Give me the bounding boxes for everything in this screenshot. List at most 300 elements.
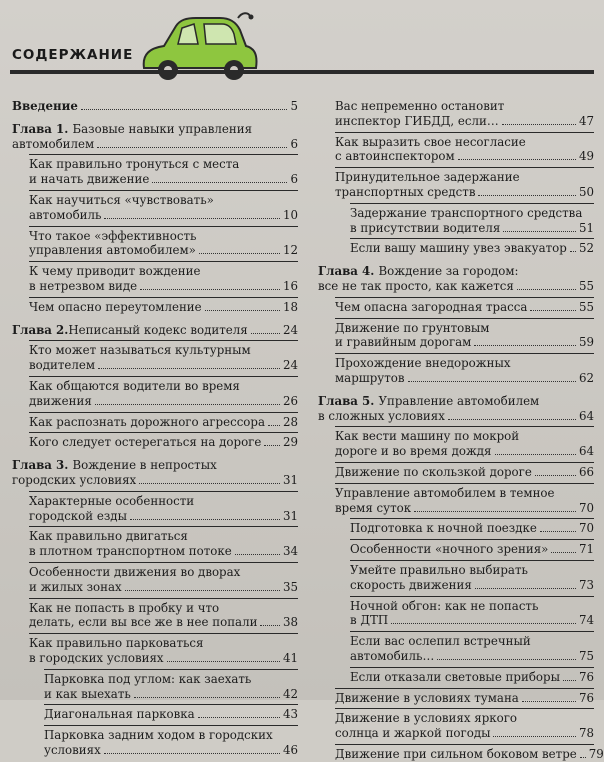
toc-page-number: 73 xyxy=(578,577,594,592)
toc-entry[interactable] xyxy=(44,672,298,702)
toc-entry-text: скорость движения xyxy=(350,577,472,592)
toc-entry-text: Особенности движения во дворах xyxy=(29,564,241,579)
toc-entry[interactable] xyxy=(29,343,298,373)
toc-leader-dots xyxy=(81,109,288,110)
toc-page-number: 31 xyxy=(282,508,298,523)
toc-divider xyxy=(29,376,298,377)
toc-leader-dots xyxy=(474,345,576,346)
toc-leader-dots xyxy=(205,310,280,311)
toc-entry-line xyxy=(29,415,298,430)
toc-entry[interactable] xyxy=(350,542,594,557)
toc-chapter[interactable] xyxy=(318,264,594,294)
toc-page-number: 35 xyxy=(282,579,298,594)
toc-entry-line xyxy=(335,486,594,501)
toc-leader-dots xyxy=(540,531,576,532)
toc-entry-line xyxy=(335,444,594,459)
header-rule xyxy=(10,70,594,74)
toc-page-number: 42 xyxy=(282,686,298,701)
toc-entry-line xyxy=(29,529,298,544)
toc-entry[interactable] xyxy=(29,379,298,409)
toc-leader-dots xyxy=(437,659,576,660)
toc-page-number: 12 xyxy=(282,243,298,258)
toc-leader-dots xyxy=(530,310,576,311)
toc-entry-text: и начать движение xyxy=(29,172,150,187)
toc-entry-text: Как правильно двигаться xyxy=(29,529,188,544)
toc-entry[interactable] xyxy=(29,601,298,631)
section-gap xyxy=(12,114,298,122)
toc-entry-line xyxy=(335,170,594,185)
toc-page-number: 5 xyxy=(290,99,298,113)
toc-entry-line xyxy=(318,409,594,424)
toc-page-number: 78 xyxy=(578,726,594,741)
toc-entry-line xyxy=(29,601,298,616)
chapter-number: Глава 2. xyxy=(12,322,69,337)
toc-page-number: 70 xyxy=(578,500,594,515)
toc-entry-text: в плотном транспортном потоке xyxy=(29,544,232,559)
toc-entry-text: Как выразить свое несогласие xyxy=(335,134,526,149)
toc-divider xyxy=(335,426,594,427)
toc-entry-text: и жилых зонах xyxy=(29,579,122,594)
toc-page-number: 79 xyxy=(588,746,604,761)
toc-page-number: 71 xyxy=(578,542,594,557)
toc-leader-dots xyxy=(260,625,280,626)
toc-entry-text: Как общаются водители во время xyxy=(29,378,240,393)
toc-entry-text: и как выехать xyxy=(44,686,131,701)
toc-divider xyxy=(335,132,594,133)
toc-entry-line xyxy=(350,649,594,664)
toc-divider xyxy=(29,633,298,634)
toc-page-number: 28 xyxy=(282,414,298,429)
toc-leader-dots xyxy=(551,552,576,553)
toc-entry[interactable] xyxy=(350,521,594,536)
toc-entry[interactable] xyxy=(29,565,298,595)
toc-entry-text: автомобилем xyxy=(12,136,95,151)
toc-divider xyxy=(350,560,594,561)
toc-entry-text: условиях xyxy=(44,742,101,757)
toc-entry-text: городской езды xyxy=(29,508,127,523)
toc-entry-text: транспортных средств xyxy=(335,184,476,199)
toc-entry-line xyxy=(350,563,594,578)
toc-entry[interactable] xyxy=(44,707,298,722)
toc-entry[interactable] xyxy=(335,356,594,386)
toc-entry[interactable] xyxy=(350,206,594,236)
toc-entry-text: инспектор ГИБДД, если… xyxy=(335,113,499,128)
toc-entry-line xyxy=(335,321,594,336)
toc-entry-line xyxy=(29,636,298,651)
toc-entry-text: автомобиль… xyxy=(350,648,435,663)
toc-entry[interactable] xyxy=(29,300,298,315)
toc-entry-line xyxy=(29,509,298,524)
toc-divider xyxy=(350,539,594,540)
toc-divider xyxy=(335,353,594,354)
toc-divider xyxy=(29,340,298,341)
toc-entry[interactable] xyxy=(350,634,594,664)
toc-entry-text: Ночной обгон: как не попасть xyxy=(350,598,539,613)
toc-entry-text: Неписаный кодекс водителя xyxy=(68,322,248,337)
toc-entry-text: Базовые навыки управления xyxy=(72,121,253,136)
toc-entry-line xyxy=(350,599,594,614)
toc-entry-text: Особенности «ночного зрения» xyxy=(350,542,549,557)
toc-divider xyxy=(350,596,594,597)
toc-entry-text: водителем xyxy=(29,358,96,373)
toc-entry-text: движения xyxy=(29,393,92,408)
toc-divider xyxy=(335,744,594,745)
toc-page-number: 29 xyxy=(282,435,298,450)
toc-leader-dots xyxy=(167,661,280,662)
toc-entry-line xyxy=(350,578,594,593)
toc-entry-text: и гравийным дорогам xyxy=(335,335,472,350)
toc-leader-dots xyxy=(125,590,280,591)
toc-entry-line xyxy=(335,429,594,444)
toc-chapter[interactable] xyxy=(12,458,298,488)
toc-page-number: 47 xyxy=(578,113,594,128)
toc-page-number: 70 xyxy=(578,521,594,536)
toc-entry[interactable] xyxy=(335,746,604,762)
toc-entry-text: Движение по скользкой дороге xyxy=(335,464,532,479)
toc-entry-line xyxy=(335,726,594,741)
toc-entry-line xyxy=(335,691,594,706)
toc-entry-line xyxy=(44,728,298,743)
toc-entry-line xyxy=(29,394,298,409)
toc-divider xyxy=(44,669,298,670)
toc-entry-text: Как правильно парковаться xyxy=(29,636,204,651)
toc-right-column xyxy=(318,99,604,762)
toc-page-number: 49 xyxy=(578,149,594,164)
toc-chapter[interactable] xyxy=(12,323,298,338)
toc-divider xyxy=(44,704,298,705)
toc-entry-line xyxy=(335,149,594,164)
toc-entry[interactable] xyxy=(335,170,594,200)
toc-entry-line xyxy=(350,206,594,221)
toc-entry-line xyxy=(29,379,298,394)
toc-leader-dots xyxy=(98,368,280,369)
toc-left-column xyxy=(12,99,298,758)
toc-divider xyxy=(29,190,298,191)
toc-divider xyxy=(350,238,594,239)
toc-entry-line xyxy=(29,358,298,373)
section-gap xyxy=(12,450,298,458)
toc-divider xyxy=(29,261,298,262)
toc-leader-dots xyxy=(517,289,576,290)
toc-leader-dots xyxy=(522,701,576,702)
toc-divider xyxy=(335,297,594,298)
toc-entry-line xyxy=(12,458,298,473)
toc-page-number: 64 xyxy=(578,444,594,459)
chapter-number: Глава 1. xyxy=(12,121,73,136)
toc-entry-line xyxy=(335,300,594,315)
toc-entry-line xyxy=(29,580,298,595)
toc-entry-line xyxy=(29,343,298,358)
chapter-number: Глава 5. xyxy=(318,393,379,408)
toc-entry-text: Вождение за городом: xyxy=(378,264,519,279)
toc-leader-dots xyxy=(475,588,576,589)
toc-entry-text: Движение при сильном боковом ветре xyxy=(335,746,577,761)
toc-leader-dots xyxy=(95,404,280,405)
toc-divider xyxy=(350,203,594,204)
toc-page-number: 26 xyxy=(282,393,298,408)
page-title: СОДЕРЖАНИЕ xyxy=(12,47,134,63)
toc-entry-line xyxy=(29,544,298,559)
toc-entry-text: К чему приводит вождение xyxy=(29,264,201,279)
toc-page-number: 52 xyxy=(578,241,594,256)
toc-leader-dots xyxy=(448,419,576,420)
toc-entry[interactable] xyxy=(335,99,594,129)
toc-entry[interactable] xyxy=(29,193,298,223)
toc-page-number: 18 xyxy=(282,299,298,314)
toc-entry-text: в присутствии водителя xyxy=(350,220,501,235)
toc-entry-line xyxy=(29,615,298,630)
toc-page-number: 64 xyxy=(578,408,594,423)
toc-entry-text: Как вести машину по мокрой xyxy=(335,429,520,444)
toc-entry-text: Движение в условиях яркого xyxy=(335,711,518,726)
toc-entry-line xyxy=(318,394,594,409)
toc-page-number: 59 xyxy=(578,335,594,350)
toc-entry-text: Чем опасно переутомление xyxy=(29,299,202,314)
section-gap xyxy=(12,315,298,323)
toc-leader-dots xyxy=(391,623,576,624)
toc-entry-text: маршрутов xyxy=(335,370,405,385)
toc-divider xyxy=(335,688,594,689)
toc-entry-text: в городских условиях xyxy=(29,650,164,665)
toc-page-number: 41 xyxy=(282,650,298,665)
toc-entry-line xyxy=(44,743,298,758)
toc-entry-text: Управление автомобилем xyxy=(378,393,540,408)
toc-entry[interactable] xyxy=(350,563,594,593)
toc-entry-line xyxy=(29,279,298,294)
toc-entry[interactable] xyxy=(29,494,298,524)
toc-entry[interactable] xyxy=(29,157,298,187)
toc-entry-text: Как научиться «чувствовать» xyxy=(29,192,214,207)
toc-divider xyxy=(29,432,298,433)
toc-entry-line xyxy=(29,193,298,208)
toc-entry-line xyxy=(29,208,298,223)
toc-entry-text: Прохождение внедорожных xyxy=(335,356,511,371)
toc-entry-text: Вождение в непростых xyxy=(72,458,217,473)
toc-entry-line xyxy=(29,172,298,187)
toc-page-number: 24 xyxy=(282,322,298,337)
toc-entry-text: Управление автомобилем в темное xyxy=(335,485,555,500)
toc-divider xyxy=(29,598,298,599)
toc-entry-line xyxy=(335,185,594,200)
toc-entry-line xyxy=(29,435,298,450)
toc-entry[interactable] xyxy=(29,435,298,450)
toc-entry-text: в сложных условиях xyxy=(318,408,445,423)
toc-entry-text: дороге и во время дождя xyxy=(335,444,492,459)
toc-divider xyxy=(29,297,298,298)
toc-entry-line xyxy=(350,613,594,628)
toc-entry[interactable] xyxy=(335,691,594,706)
toc-divider xyxy=(29,526,298,527)
toc-entry[interactable] xyxy=(29,415,298,430)
toc-entry-text: делать, если вы все же в нее попали xyxy=(29,615,258,630)
section-gap xyxy=(318,386,594,394)
toc-page-number: 50 xyxy=(578,184,594,199)
toc-divider xyxy=(29,154,298,155)
toc-entry[interactable] xyxy=(350,241,594,256)
toc-page-number: 66 xyxy=(578,464,594,479)
toc-divider xyxy=(335,318,594,319)
toc-entry-text: Кого следует остерегаться на дороге xyxy=(29,435,262,450)
toc-entry-line xyxy=(12,122,298,137)
toc-leader-dots xyxy=(130,519,280,520)
toc-divider xyxy=(335,708,594,709)
toc-entry-line xyxy=(318,264,594,279)
toc-leader-dots xyxy=(458,159,576,160)
toc-entry-line xyxy=(12,323,298,338)
toc-entry-line xyxy=(44,687,298,702)
toc-leader-dots xyxy=(570,251,576,252)
toc-leader-dots xyxy=(414,511,576,512)
toc-entry[interactable] xyxy=(350,670,594,685)
toc-entry-text: время суток xyxy=(335,500,412,515)
toc-entry[interactable] xyxy=(335,135,594,165)
toc-entry-text: Принудительное задержание xyxy=(335,170,520,185)
toc-entry-text: все не так просто, как кажется xyxy=(318,278,514,293)
toc-entry-text: Что такое «эффективность xyxy=(29,228,197,243)
toc-divider xyxy=(350,518,594,519)
toc-entry-line xyxy=(29,300,298,315)
toc-page-number: 6 xyxy=(290,172,298,187)
toc-entry-text: Задержание транспортного средства xyxy=(350,205,583,220)
toc-entry-text: Парковка под углом: как заехать xyxy=(44,671,252,686)
toc-entry-line xyxy=(350,221,594,236)
toc-leader-dots xyxy=(535,475,576,476)
toc-entry-line xyxy=(29,157,298,172)
toc-entry-text: в нетрезвом виде xyxy=(29,278,138,293)
toc-entry[interactable] xyxy=(335,321,594,351)
toc-entry-line xyxy=(335,114,594,129)
toc-entry-text: в ДТП xyxy=(350,613,389,628)
toc-entry-text: Как не попасть в пробку и что xyxy=(29,600,220,615)
toc-divider xyxy=(29,562,298,563)
toc-entry-text: Если отказали световые приборы xyxy=(350,669,560,684)
toc-entry-line xyxy=(12,99,298,114)
toc-page-number: 75 xyxy=(578,648,594,663)
toc-page-number: 62 xyxy=(578,370,594,385)
toc-leader-dots xyxy=(268,425,280,426)
toc-leader-dots xyxy=(199,253,280,254)
toc-entry-text: Диагональная парковка xyxy=(44,707,195,722)
toc-entry[interactable] xyxy=(335,300,594,315)
toc-entry[interactable] xyxy=(29,636,298,666)
toc-entry[interactable] xyxy=(29,229,298,259)
toc-page-number: 76 xyxy=(578,669,594,684)
toc-page-number: 74 xyxy=(578,613,594,628)
toc-leader-dots xyxy=(104,753,280,754)
toc-entry-text: с автоинспектором xyxy=(335,149,455,164)
toc-entry-line xyxy=(335,465,594,480)
toc-divider xyxy=(335,483,594,484)
toc-entry-line xyxy=(335,746,604,762)
toc-leader-dots xyxy=(264,445,280,446)
toc-entry-text: солнца и жаркой погоды xyxy=(335,726,491,741)
toc-entry-line xyxy=(350,670,594,685)
toc-entry[interactable] xyxy=(29,264,298,294)
toc-entry-line xyxy=(44,672,298,687)
toc-page-number: 16 xyxy=(282,278,298,293)
toc-page-number: 43 xyxy=(282,707,298,722)
toc-chapter[interactable] xyxy=(12,122,298,152)
toc-page-number: 6 xyxy=(290,136,298,151)
toc-entry-line xyxy=(29,243,298,258)
toc-page-number: 46 xyxy=(282,742,298,757)
toc-leader-dots xyxy=(104,218,280,219)
toc-entry-text: Как распознать дорожного агрессора xyxy=(29,414,265,429)
toc-entry-line xyxy=(335,356,594,371)
toc-entry[interactable] xyxy=(335,429,594,459)
toc-entry-line xyxy=(12,473,298,488)
toc-leader-dots xyxy=(408,381,576,382)
toc-entry-line xyxy=(350,521,594,536)
toc-entry-line xyxy=(335,501,594,516)
toc-page-number: 34 xyxy=(282,544,298,559)
toc-page-number: 51 xyxy=(578,220,594,235)
toc-leader-dots xyxy=(495,454,576,455)
toc-entry[interactable] xyxy=(29,529,298,559)
toc-chapter[interactable] xyxy=(318,394,594,424)
toc-entry-line xyxy=(350,542,594,557)
toc-entry[interactable] xyxy=(335,465,594,480)
toc-entry-line xyxy=(335,371,594,386)
toc-entry-text: Вас непременно остановит xyxy=(335,99,505,113)
chapter-number: Глава 3. xyxy=(12,458,73,473)
toc-entry-line xyxy=(12,137,298,152)
toc-entry-line xyxy=(350,241,594,256)
toc-entry-text: Чем опасна загородная трасса xyxy=(335,299,528,314)
toc-entry-text: управления автомобилем» xyxy=(29,243,196,258)
toc-divider xyxy=(350,667,594,668)
toc-divider xyxy=(29,412,298,413)
toc-leader-dots xyxy=(502,124,576,125)
toc-entry-line xyxy=(335,99,594,114)
toc-divider xyxy=(335,462,594,463)
toc-page-number: 55 xyxy=(578,299,594,314)
section-gap xyxy=(318,256,594,264)
toc-leader-dots xyxy=(97,147,287,148)
toc-divider xyxy=(335,167,594,168)
toc-entry-line xyxy=(29,651,298,666)
toc-page-number: 10 xyxy=(282,207,298,222)
toc-leader-dots xyxy=(134,697,280,698)
toc-page-number: 38 xyxy=(282,615,298,630)
toc-entry-text: Как правильно тронуться с места xyxy=(29,157,240,172)
toc-page-number: 31 xyxy=(282,472,298,487)
toc-page-number: 24 xyxy=(282,358,298,373)
toc-entry-text: Подготовка к ночной поездке xyxy=(350,521,537,536)
toc-entry-line xyxy=(318,279,594,294)
toc-entry-text: Движение по грунтовым xyxy=(335,320,490,335)
toc-divider xyxy=(350,631,594,632)
toc-entry-text: Движение в условиях тумана xyxy=(335,690,519,705)
toc-entry-text: городских условиях xyxy=(12,472,137,487)
toc-entry-line xyxy=(335,335,594,350)
toc-entry-line xyxy=(29,565,298,580)
toc-entry-line xyxy=(335,135,594,150)
toc-entry[interactable] xyxy=(335,486,594,516)
toc-entry-text: Введение xyxy=(12,99,78,113)
toc-divider xyxy=(29,491,298,492)
toc-leader-dots xyxy=(563,680,576,681)
toc-entry-text: Умейте правильно выбирать xyxy=(350,562,528,577)
page-header xyxy=(0,0,604,92)
toc-entry[interactable] xyxy=(350,599,594,629)
toc-entry[interactable] xyxy=(335,711,594,741)
toc-entry[interactable] xyxy=(12,99,298,114)
toc-entry-line xyxy=(29,264,298,279)
toc-entry-text: Если вашу машину увез эвакуатор xyxy=(350,241,567,256)
toc-entry-text: Характерные особенности xyxy=(29,493,195,508)
toc-entry[interactable] xyxy=(44,728,298,758)
